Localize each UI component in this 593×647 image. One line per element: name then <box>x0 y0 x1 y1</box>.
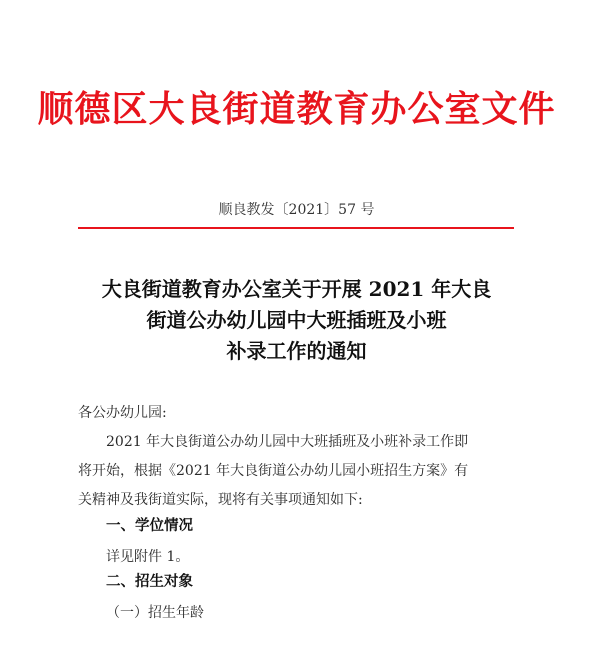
notice-title-line-1: 大良街道教育办公室关于开展 2021 年大良 <box>101 277 492 301</box>
notice-title-line-3: 补录工作的通知 <box>226 339 367 363</box>
section-content-2: （一）招生年龄 <box>106 605 204 621</box>
document-number: 顺良教发〔2021〕57 号 <box>218 202 375 218</box>
notice-title <box>0 274 593 367</box>
salutation: 各公办幼儿园: <box>78 405 167 421</box>
header-divider-rule <box>78 227 514 229</box>
section-heading-2: 二、招生对象 <box>106 574 193 590</box>
notice-title-line-2: 街道公办幼儿园中大班插班及小班 <box>146 308 447 332</box>
section-heading-1: 一、学位情况 <box>106 518 193 534</box>
paragraph-line-3: 关精神及我街道实际，现将有关事项通知如下: <box>78 492 363 508</box>
section-content-1: 详见附件 1。 <box>106 549 190 565</box>
document-header-title: 顺德区大良街道教育办公室文件 <box>37 89 556 130</box>
paragraph-line-1: 2021 年大良街道公办幼儿园中大班插班及小班补录工作即 <box>106 434 469 450</box>
paragraph-line-2: 将开始，根据《2021 年大良街道公办幼儿园小班招生方案》有 <box>78 463 469 479</box>
